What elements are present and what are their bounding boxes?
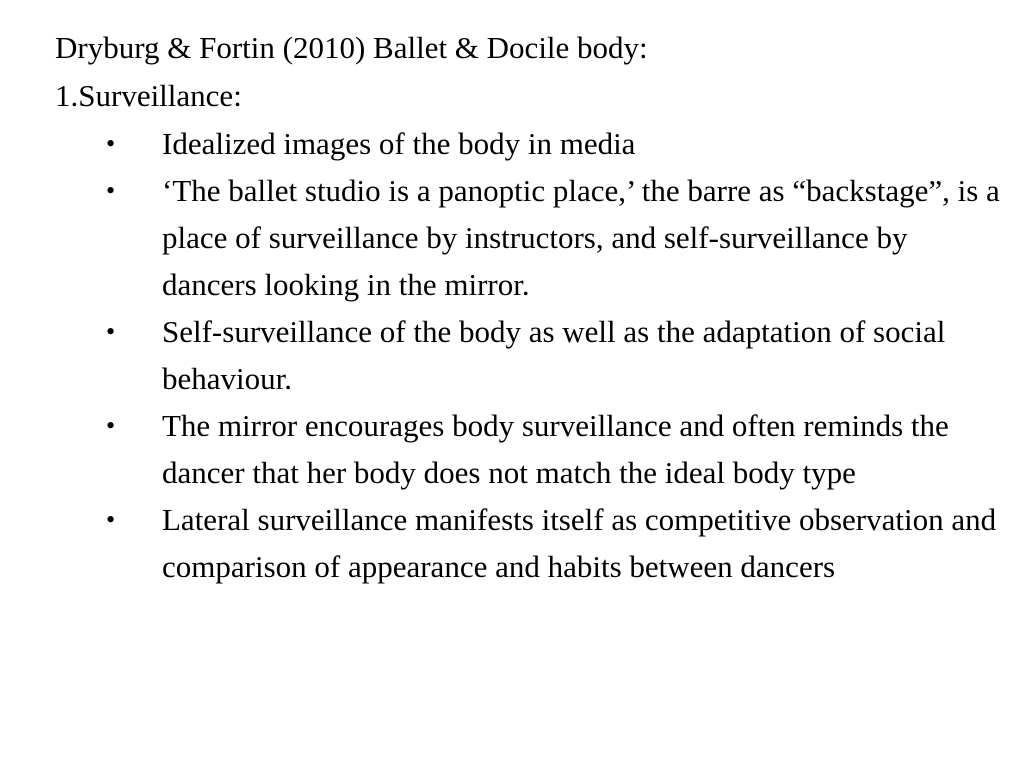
bullet-icon: • — [106, 411, 116, 440]
bullet-item — [0, 308, 1000, 402]
bullet-icon: • — [106, 176, 116, 205]
bullet-text: Lateral surveillance manifests itself as competitive observation and comparison of appearance and habits between dancers — [162, 502, 997, 584]
bullet-text: The mirror encourages body surveillance and often reminds the dancer that her body does not match the ideal body type — [162, 408, 949, 490]
bullet-item — [0, 120, 1000, 167]
bullet-item — [0, 167, 1000, 308]
slide-title: Dryburg & Fortin (2010) Ballet & Docile body: — [55, 30, 648, 65]
bullet-list — [0, 120, 1000, 590]
bullet-item — [0, 402, 1000, 496]
bullet-icon: • — [106, 129, 116, 158]
bullet-item — [0, 496, 1000, 590]
bullet-text: Idealized images of the body in media — [162, 126, 636, 161]
bullet-icon: • — [106, 505, 116, 534]
section-heading: 1.Surveillance: — [55, 78, 242, 113]
bullet-icon: • — [106, 317, 116, 346]
bullet-text: Self-surveillance of the body as well as the adaptation of social behaviour. — [162, 314, 946, 396]
bullet-text: ‘The ballet studio is a panoptic place,’ the barre as “backstage”, is a place of surveillance by instructors, and self-surveillance by dancers looking in the mirror. — [162, 173, 1000, 302]
